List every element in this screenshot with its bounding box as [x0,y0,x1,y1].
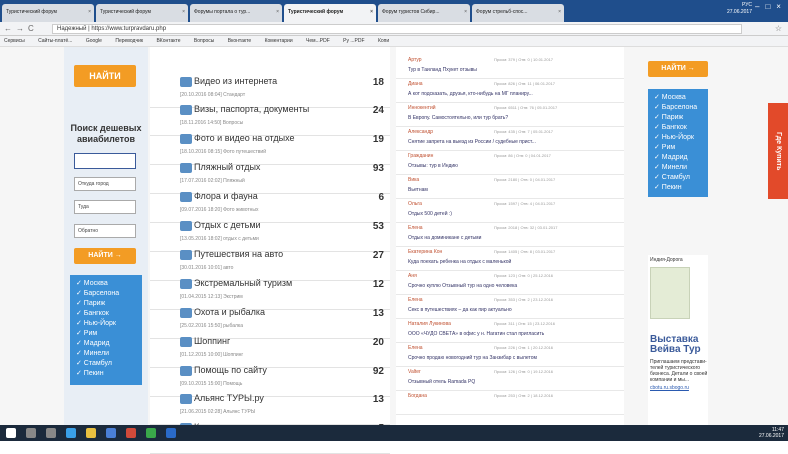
folder-icon [180,308,192,318]
close-icon[interactable]: × [558,9,561,15]
close-icon[interactable]: × [88,9,91,15]
topic-row[interactable]: Богдана Просм: 253 | Отв: 2 | 18.12.2016 [396,391,624,415]
from-field[interactable]: Откуда город [74,177,136,191]
store-icon[interactable] [106,428,116,438]
city-link[interactable]: ✓ Бангкок [76,310,109,317]
ad-link[interactable]: cbotu.ru.sbogo.ru [650,385,689,391]
bookmark[interactable]: Копи [377,38,390,44]
bookmark[interactable]: ВКонтакте [156,38,181,44]
close-icon[interactable]: × [276,9,279,15]
city-link[interactable]: ✓ Стамбул [76,360,112,367]
city-link[interactable]: ✓ Пекин [654,184,682,191]
chrome-icon[interactable] [146,428,156,438]
edge-icon[interactable] [66,428,76,438]
bookmark[interactable]: Сайты-платё... [38,38,73,44]
bookmark[interactable]: Вконтакте [227,38,252,44]
tab-2[interactable]: Туристический форум × [96,4,188,22]
topic-row[interactable]: Valter Просм: 126 | Отв: 0 | 19.12.2016 Отзывный отель Ramada PQ [396,367,624,391]
bookmark[interactable]: Переводчик [115,38,144,44]
clock[interactable]: 11:47 27.06.2017 [758,427,784,439]
folder-icon [180,105,192,115]
folder-icon [180,394,192,404]
folder-icon [180,279,192,289]
forum-row[interactable]: Помощь по сайту [09.10.2015 15:00] Помощь 92 [150,358,390,397]
recent-topics [396,47,624,425]
tab-6[interactable]: Форум стрельб-спос... × [472,4,564,22]
topic-row[interactable]: Александр Просм: 435 | Отв: 7 | 05.01.2017 Снятие запрета на выезд из России / судебные прист... [396,127,624,151]
forum-row[interactable]: Отдых с детьми [13.05.2016 18:02] отдых с детьми 53 [150,213,390,252]
bookmark[interactable]: Google [85,38,102,44]
city-link[interactable]: ✓ Минели [654,164,688,171]
topic-row[interactable]: Елена Просм: 353 | Отв: 2 | 23.12.2016 Секс в путешествиях – да как пир актуально [396,295,624,319]
city-link[interactable]: ✓ Стамбул [654,174,690,181]
city-link[interactable]: ✓ Пекин [76,370,104,377]
city-link[interactable]: ✓ Рим [76,330,98,337]
search-button[interactable]: НАЙТИ → [74,248,136,264]
city-link[interactable]: ✓ Минели [76,350,110,357]
forum-row[interactable]: Визы, паспорта, документы [18.11.2016 14:50] Вопросы 24 [150,97,390,136]
window-controls[interactable]: –□× [755,2,787,11]
folder-icon [180,163,192,173]
city-link[interactable]: ✓ Париж [654,114,684,121]
city-link[interactable]: ✓ Париж [76,300,106,307]
folder-icon [180,337,192,347]
forum-row[interactable]: Экстремальный туризм [01.04.2015 12:13] Экстрим 12 [150,271,390,310]
tab-active[interactable]: Туристический форум × [284,4,376,22]
city-link[interactable]: ✓ Рим [654,144,676,151]
page-viewport [0,47,788,425]
flight-search-heading: Поиск дешевых авиабилетов [70,123,142,144]
folder-icon [180,250,192,260]
ad-title[interactable]: Выставка Вейва Тур [650,334,701,355]
close-icon[interactable]: × [370,9,373,15]
close-icon[interactable]: × [182,9,185,15]
city-list [648,89,708,197]
forum-row[interactable]: Альянс ТУРЫ.ру [21.06.2015 02:28] Альянс ТУРЫ 13 [150,386,390,425]
city-link[interactable]: ✓ Барселона [76,290,120,297]
tab-1[interactable]: Туристический форум × [2,4,94,22]
folder-icon [180,77,192,87]
address-bar [0,22,788,36]
forum-row[interactable]: Охота и рыбалка [25.02.2016 15:50] рыбалка 13 [150,300,390,339]
forum-row[interactable]: Флора и фауна [09.07.2016 18:20] Фото животных 6 [150,184,390,223]
search-input[interactable] [74,153,136,169]
taskbar [0,425,788,441]
exhibition-ad[interactable]: Индия-Дорога Выставка Вейва Тур Приглашаем представи-телей туристического бизнеса. Детали о своей компании и мы... cbotu.ru.sbogo.ru [648,255,708,425]
city-link[interactable]: ✓ Нью-Йорк [654,134,694,141]
topic-row[interactable]: Наталия Лукинова Просм: 311 | Отв: 15 | 23.12.2016 ООО «ЧУДО СВЕТА» в офис у н. Нагатин стал пригласить [396,319,624,343]
city-link[interactable]: ✓ Бангкок [654,124,687,131]
nav-arrows-icon[interactable]: ←→C [4,24,38,33]
topic-row[interactable]: Иннокентий Просм: 6511 | Отв: 76 | 05.01.2017 В Европу. Самостоятельно, или тур брать? [396,103,624,127]
bookmark[interactable]: Сервисы [4,38,25,44]
topic-row[interactable]: Елена Просм: 226 | Отв: 1 | 20.12.2016 Срочно продаю новогодний тур на Занзибар с вылетом [396,343,624,367]
topic-row[interactable]: Екатерина Кон Просм: 1405 | Отв: 8 | 03.01.2017 Куда поехать ребенка на отдых с маленькой [396,247,624,271]
tab-3[interactable]: Форумы портала о тур... × [190,4,282,22]
bookmark[interactable]: Ру ...PDF [343,38,365,44]
side-tab[interactable]: Где Купить [768,103,788,199]
city-list [70,275,142,385]
folder-icon [180,134,192,144]
left-sidebar [64,47,148,425]
opera-icon[interactable] [126,428,136,438]
find-button[interactable]: НАЙТИ → [648,61,708,77]
system-tray: РУС 27.06.2017 [726,2,752,15]
city-link[interactable]: ✓ Москва [76,280,108,287]
app-icon[interactable] [166,428,176,438]
topic-row[interactable]: Ольга Просм: 1597 | Отв: 4 | 04.01.2017 Отдых 500 детей :) [396,199,624,223]
explorer-icon[interactable] [86,428,96,438]
folder-icon [180,221,192,231]
forum-row[interactable]: Шоппинг [01.12.2015 10:00] Шоппинг 20 [150,329,390,368]
bookmark[interactable]: Коментарии [264,38,293,44]
city-link[interactable]: ✓ Москва [654,94,686,101]
tab-5[interactable]: Форум туристов Сибир... × [378,4,470,22]
topic-row[interactable]: Гражданин Просм: 86 | Отв: 0 | 04.01.2017 Отзывы: тур в Индию [396,151,624,175]
topic-row[interactable]: Артур Просм: 379 | Отв: 0 | 10.01.2017 Тур в Таиланд Пхукет отзывы [396,55,624,79]
search-icon[interactable] [26,428,36,438]
folder-icon [180,366,192,376]
topic-row[interactable]: Вика Просм: 2180 | Отв: 0 | 04.01.2017 Вьетнам [396,175,624,199]
topic-row[interactable]: Елена Просм: 2018 | Отв: 32 | 03.01.2017 Отдых на доминикане с детьми [396,223,624,247]
close-icon[interactable]: × [464,9,467,15]
forum-row[interactable]: Фото и видео на отдыхе [18.10.2016 08:15] Фото путешествий 19 [150,126,390,165]
bookmark[interactable]: Чем...PDF [306,38,330,44]
to-date-field[interactable]: Туда [74,200,136,214]
forum-row[interactable]: Видео из интернета [20.10.2016 08:04] Стандарт 18 [150,69,390,108]
forum-row[interactable]: Пляжный отдых [17.07.2016 02:02] Пляжный 93 [150,155,390,194]
topic-row[interactable]: Диана Просм: 826 | Отв: 11 | 06.01.2017 А кот подсказать, друзья, кто-нибудь на МГ планиру... [396,79,624,103]
city-link[interactable]: ✓ Барселона [654,104,698,111]
city-link[interactable]: ✓ Мадрид [76,340,110,347]
right-sidebar [644,47,712,425]
url-field[interactable]: Надежный | https://www.turpravdaru.php [52,24,742,34]
city-link[interactable]: ✓ Нью-Йорк [76,320,116,327]
task-view-icon[interactable] [46,428,56,438]
city-link[interactable]: ✓ Мадрид [654,154,688,161]
return-date-field[interactable]: Обратно [74,224,136,238]
find-button[interactable]: НАЙТИ [74,65,136,87]
ad-image[interactable] [650,267,690,319]
bookmark[interactable]: Вопросы [193,38,215,44]
windows-start-icon[interactable] [6,428,16,438]
browser-titlebar [0,0,788,22]
bookmarks-bar [0,36,788,47]
folder-icon [180,192,192,202]
star-icon[interactable]: ☆ [774,24,782,33]
forum-row[interactable]: Путешествия на авто [30.01.2016 10:01] авто 27 [150,242,390,281]
forum-list [150,47,390,425]
topic-row[interactable]: Аня Просм: 123 | Отв: 0 | 25.12.2016 Срочно куплю Отзывный тур на одно человека [396,271,624,295]
